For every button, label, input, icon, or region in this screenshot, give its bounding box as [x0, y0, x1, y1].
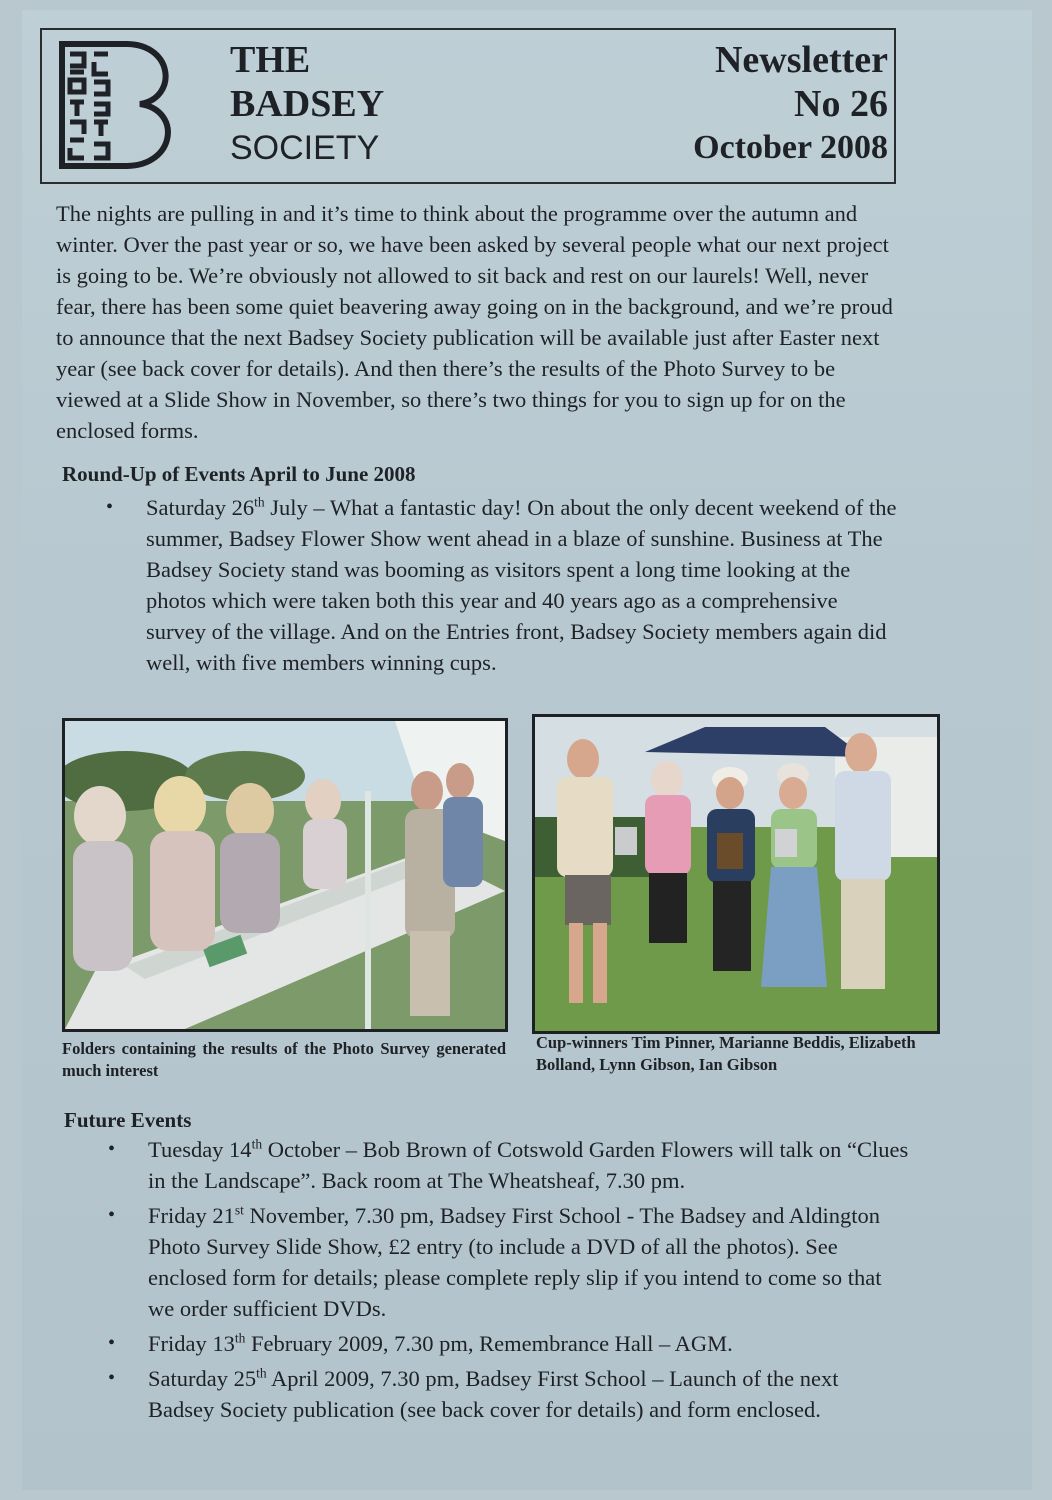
cup-winners-photo-image	[535, 717, 937, 1031]
list-item: • Friday 13th February 2009, 7.30 pm, Remembrance Hall – AGM.	[64, 1328, 910, 1359]
masthead-the: THE	[230, 39, 311, 81]
list-item: • Friday 21st November, 7.30 pm, Badsey First School - The Badsey and Aldington Photo Survey Slide Show, £2 entry (to include a DVD of all the photos). See enclosed form for details; please complete reply slip if you intend to come so that we order sufficient DVDs.	[64, 1200, 910, 1324]
bullet: •	[108, 1204, 116, 1226]
left-photo-caption: Folders containing the results of the Photo Survey generated much interest	[62, 1039, 506, 1080]
roundup-list	[62, 492, 900, 678]
bullet: •	[108, 1332, 116, 1354]
future-events-list	[64, 1134, 910, 1425]
issue-info	[693, 38, 888, 170]
photo-cup-winners	[532, 714, 940, 1034]
folders-photo-image	[65, 721, 505, 1029]
bullet: •	[106, 496, 114, 518]
list-item: • Tuesday 14th October – Bob Brown of Cotswold Garden Flowers will talk on “Clues in the Landscape”. Back room at The Wheatsheaf, 7.30 pm.	[64, 1134, 910, 1196]
bullet: •	[108, 1367, 116, 1389]
right-photo-caption: Cup-winners Tim Pinner, Marianne Beddis, Elizabeth Bolland, Lynn Gibson, Ian Gibson	[536, 1033, 916, 1074]
masthead-society: SOCIETY	[230, 129, 380, 167]
roundup-heading: Round-Up of Events April to June 2008	[62, 462, 416, 486]
badsey-society-logo	[54, 40, 184, 170]
bullet: •	[108, 1138, 116, 1160]
masthead	[40, 28, 896, 184]
photo-survey-folders	[62, 718, 508, 1032]
list-item: • Saturday 25th April 2009, 7.30 pm, Badsey First School – Launch of the next Badsey Society publication (see back cover for details) and form enclosed.	[64, 1363, 910, 1425]
masthead-badsey: BADSEY	[230, 83, 385, 125]
newsletter-label: Newsletter	[714, 39, 888, 81]
future-events-heading: Future Events	[64, 1108, 192, 1132]
list-item: • Saturday 26th July – What a fantastic day! On about the only decent weekend of the summer, Badsey Flower Show went ahead in a blaze of sunshine. Business at The Badsey Society stand was booming as visitors spent a long time looking at the photos which were taken both this year and 40 years ago as a comprehensive survey of the village. And on the Entries front, Badsey Society members again did well, with five members winning cups.	[62, 492, 900, 678]
intro-paragraph: The nights are pulling in and it’s time to think about the programme over the autumn and winter. Over the past year or so, we have been asked by several people what our next project is going to be. We’re obviously not allowed to sit back and rest on our laurels! Well, never fear, there has been some quiet beavering away going on in the background, and we’re proud to announce that the next Badsey Society publication will be available just after Easter next year (see back cover for details). And then there’s the results of the Photo Survey to be viewed at a Slide Show in November, so there’s two things for you to sign up for on the enclosed forms.	[56, 201, 893, 443]
issue-number: No 26	[794, 83, 888, 125]
society-name	[230, 38, 384, 170]
issue-date: October 2008	[693, 129, 888, 166]
